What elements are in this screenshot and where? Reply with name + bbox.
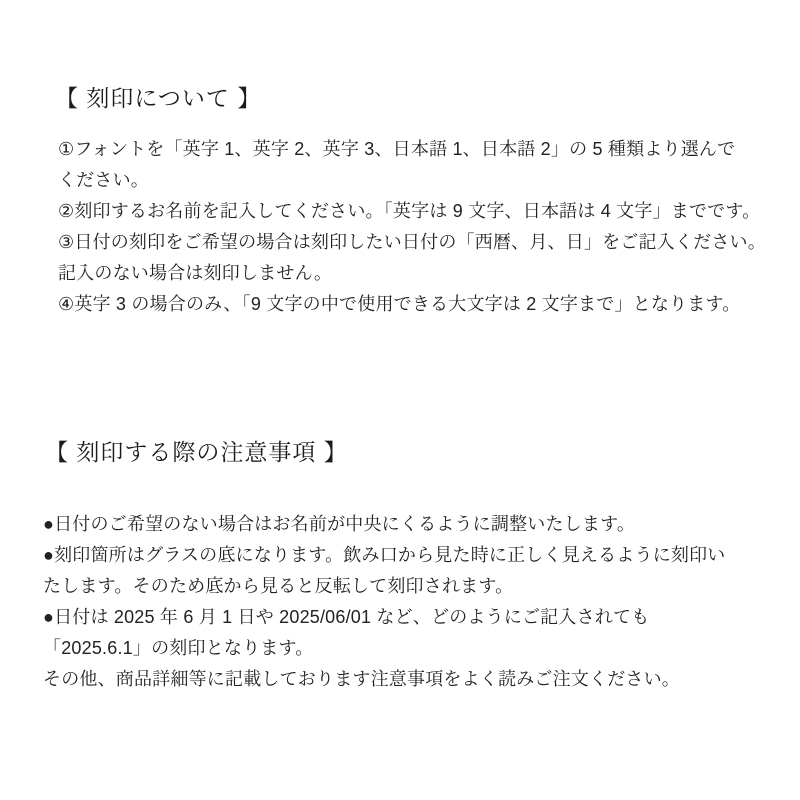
engraving-notes-heading: 【 刻印する際の注意事項 】 — [45, 439, 348, 465]
date-entry-instruction-line-1: ③日付の刻印をご希望の場合は刻印したい日付の「西暦、月、日」をご記入ください。 — [58, 232, 766, 252]
about-engraving-heading: 【 刻印について 】 — [55, 85, 262, 111]
font-choice-instruction-line-2: ください。 — [58, 170, 149, 190]
date-format-note-line-1: ●日付は 2025 年 6 月 1 日や 2025/06/01 など、どのようにご記入されても — [43, 607, 650, 627]
name-entry-instruction: ②刻印するお名前を記入してください。「英字は 9 文字、日本語は 4 文字」までです。 — [58, 201, 761, 221]
engraving-notes-body — [43, 509, 726, 695]
date-format-note-line-2: 「2025.6.1」の刻印となります。 — [43, 638, 314, 658]
read-product-details-note: その他、商品詳細等に記載しております注意事項をよく読みご注文ください。 — [43, 669, 680, 689]
engraving-location-note-line-2: たします。そのため底から見ると反転して刻印されます。 — [43, 576, 514, 596]
engraving-location-note-line-1: ●刻印箇所はグラスの底になります。飲み口から見た時に正しく見えるように刻印い — [43, 545, 726, 565]
centering-note: ●日付のご希望のない場合はお名前が中央にくるように調整いたします。 — [43, 514, 636, 534]
about-engraving-body — [58, 134, 766, 320]
font-choice-instruction-line-1: ①フォントを「英字 1、英字 2、英字 3、日本語 1、日本語 2」の 5 種類より選んで — [58, 139, 736, 159]
date-entry-instruction-line-2: 記入のない場合は刻印しません。 — [58, 263, 333, 283]
uppercase-limit-instruction: ④英字 3 の場合のみ、「9 文字の中で使用できる大文字は 2 文字まで」となります。 — [58, 294, 741, 314]
